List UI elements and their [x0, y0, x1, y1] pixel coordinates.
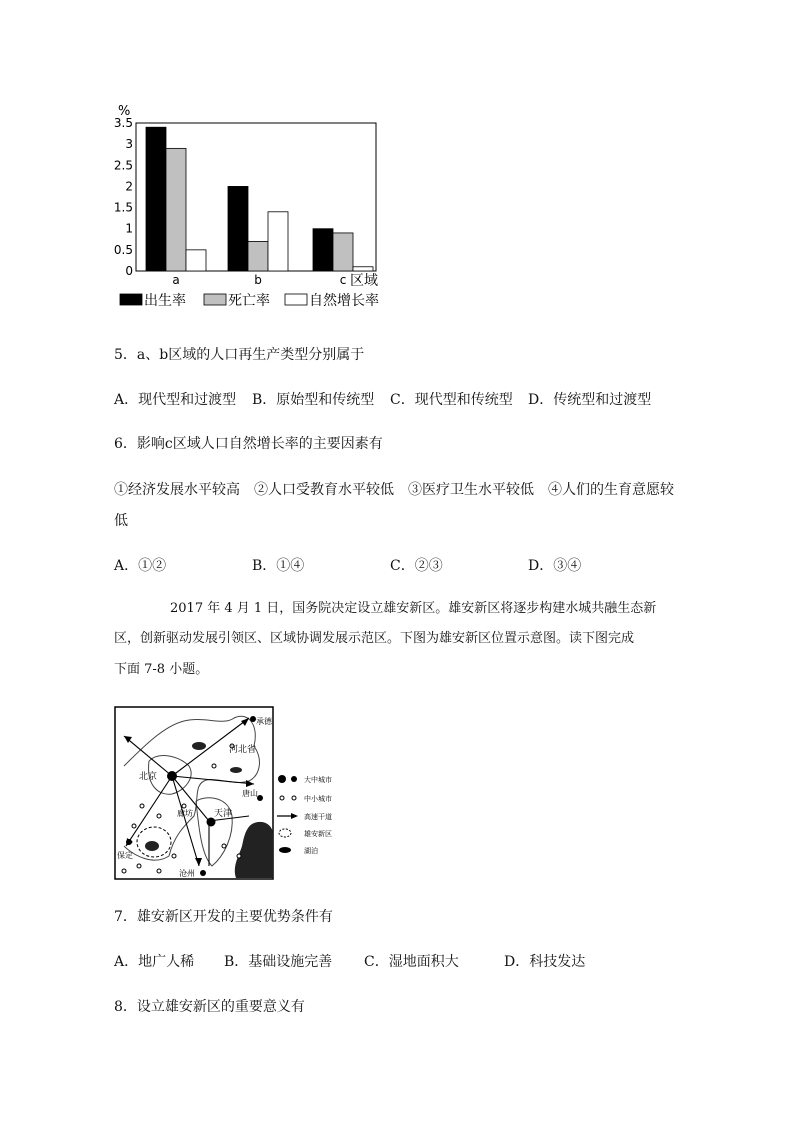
y-tick-label: 1	[125, 221, 133, 236]
q7-option-d[interactable]: D．科技发达	[504, 954, 586, 970]
label-baoding: 保定	[117, 851, 133, 860]
label-langfang: 廊坊	[177, 809, 193, 818]
label-hebei: 河北省	[229, 745, 257, 755]
question-7-stem: 7．雄安新区开发的主要优势条件有	[114, 909, 333, 925]
q5-option-a[interactable]: A．现代型和过渡型	[114, 392, 237, 408]
y-tick-label: 2.5	[113, 158, 133, 173]
bar-b-0	[228, 186, 248, 271]
category-labels	[172, 273, 346, 287]
legend-label-2: 自然增长率	[309, 293, 379, 309]
category-label-a: a	[172, 273, 180, 287]
chart-legend	[120, 292, 379, 309]
y-tick-label: 0	[125, 264, 133, 278]
q6-option-a[interactable]: A．①②	[114, 558, 167, 574]
bar-a-2	[186, 250, 206, 271]
lake-north	[192, 742, 206, 750]
bar-c-2	[353, 267, 373, 271]
q5-option-b[interactable]: B．原始型和传统型	[252, 392, 375, 408]
bar-a-0	[146, 127, 166, 271]
label-tianjin: 天津	[214, 809, 233, 819]
y-tick-labels	[114, 116, 133, 278]
bar-c-1	[333, 233, 353, 271]
category-label-b: b	[254, 273, 262, 287]
y-tick-label: 3	[125, 137, 133, 152]
bar-b-1	[248, 241, 268, 271]
y-tick-label: 3.5	[113, 116, 133, 130]
legend-swatch-2	[285, 294, 307, 305]
legend-label-1: 死亡率	[228, 293, 270, 309]
question-5-stem: 5．a、b区域的人口再生产类型分别属于	[114, 347, 365, 363]
legend-xiongan: 雄安新区	[304, 830, 332, 838]
y-axis-unit: %	[118, 104, 131, 119]
population-bar-chart	[110, 98, 400, 313]
legend-swatch-0	[120, 294, 142, 305]
q6-option-b[interactable]: B．①④	[252, 558, 305, 574]
passage-line-3: 下面 7-8 小题。	[114, 662, 209, 677]
q7-option-b[interactable]: B．基础设施完善	[224, 954, 333, 970]
q6-factors-line2: 低	[114, 513, 128, 529]
legend-swatch-1	[204, 294, 226, 305]
question-8-stem: 8．设立雄安新区的重要意义有	[114, 999, 305, 1015]
legend-large-city: 大中城市	[304, 776, 332, 784]
q7-option-a[interactable]: A．地广人稀	[114, 954, 195, 970]
map-legend	[277, 775, 332, 855]
y-tick-label: 0.5	[113, 242, 133, 257]
legend-small-city: 中小城市	[304, 795, 332, 803]
legend-lake: 湖泊	[304, 847, 318, 855]
legend-label-0: 出生率	[144, 293, 186, 309]
q6-option-c[interactable]: C．②③	[390, 558, 443, 574]
question-6-stem: 6．影响c区域人口自然增长率的主要因素有	[114, 436, 383, 452]
label-chengde: 承德	[256, 717, 272, 726]
category-label-c: c	[339, 273, 347, 287]
bar-b-2	[268, 212, 288, 271]
label-tangshan: 唐山	[242, 789, 258, 798]
bar-c-0	[313, 229, 333, 271]
bars	[146, 127, 373, 271]
lake-baiyangdian	[145, 841, 159, 851]
passage-line-2: 区，创新驱动发展引领区、区域协调发展示范区。下图为雄安新区位置示意图。读下图完成	[114, 631, 635, 646]
y-tick-label: 1.5	[113, 200, 133, 215]
lake-middle	[230, 767, 242, 773]
xiongan-location-map	[114, 706, 354, 882]
y-tick-label: 2	[125, 179, 133, 194]
label-beijing: 北京	[139, 772, 158, 782]
legend-expressway: 高速干道	[304, 813, 332, 821]
q5-option-c[interactable]: C．现代型和传统型	[390, 392, 513, 408]
q6-option-d[interactable]: D．③④	[528, 558, 582, 574]
x-axis-label: 区域	[350, 273, 378, 289]
bar-a-1	[166, 148, 186, 271]
passage-line-1: 2017 年 4 月 1 日，国务院决定设立雄安新区。雄安新区将逐步构建水城共融生态新	[170, 601, 657, 616]
label-cangzhou: 沧州	[179, 869, 195, 878]
q5-option-d[interactable]: D．传统型和过渡型	[528, 392, 652, 408]
q6-factors-line1: ①经济发展水平较高 ②人口受教育水平较低 ③医疗卫生水平较低 ④人们的生育意愿较	[114, 482, 674, 498]
q7-option-c[interactable]: C．湿地面积大	[364, 954, 459, 970]
